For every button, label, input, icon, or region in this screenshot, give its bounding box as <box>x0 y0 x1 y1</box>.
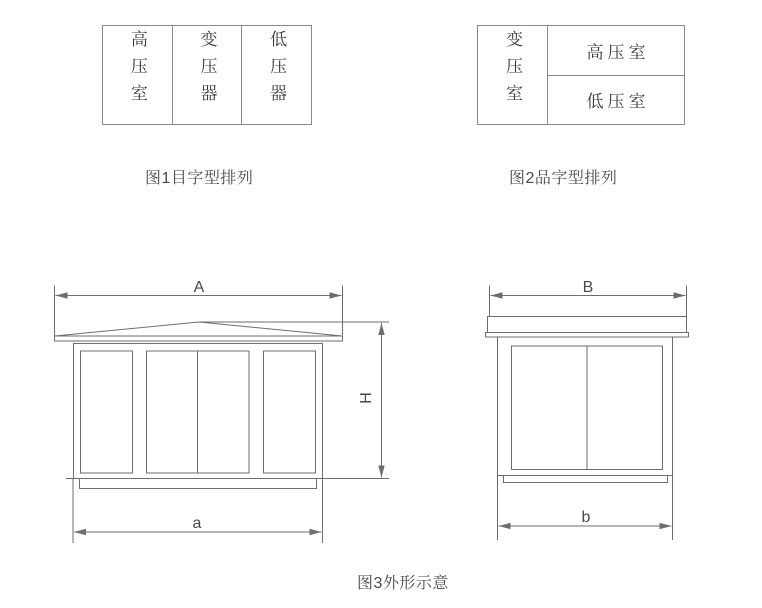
front-door-2 <box>147 351 198 473</box>
cell-text: 变压器 <box>197 29 217 111</box>
front-view <box>55 279 390 543</box>
side-dim-B-label: B <box>582 279 594 296</box>
side-roof-fascia <box>486 333 689 338</box>
figure2-cell-low-voltage-room: 低压室 <box>548 75 684 125</box>
side-base <box>504 476 668 483</box>
side-roof <box>488 317 687 333</box>
front-roof-fascia <box>55 336 343 341</box>
front-base <box>80 479 317 489</box>
front-dim-H-label: H <box>358 392 375 404</box>
side-body <box>498 337 673 476</box>
figure3-caption: 图3外形示意 <box>357 575 449 592</box>
front-door-3 <box>198 351 250 473</box>
cell-text: 低压器 <box>267 29 287 111</box>
cell-text: 变压室 <box>503 29 522 111</box>
front-door-1 <box>81 351 133 473</box>
cell-text: 高压室 <box>127 29 147 111</box>
side-dim-b-label: b <box>581 509 591 526</box>
front-roof <box>55 322 343 336</box>
front-door-4 <box>264 351 316 473</box>
figure1-caption: 图1目字型排列 <box>145 170 254 187</box>
front-dim-a-label: a <box>192 515 202 532</box>
front-dim-A-label: A <box>193 279 205 296</box>
figure2-caption: 图2品字型排列 <box>509 170 618 187</box>
side-view <box>486 279 689 540</box>
figure2-cell-high-voltage-room: 高压室 <box>586 42 650 62</box>
